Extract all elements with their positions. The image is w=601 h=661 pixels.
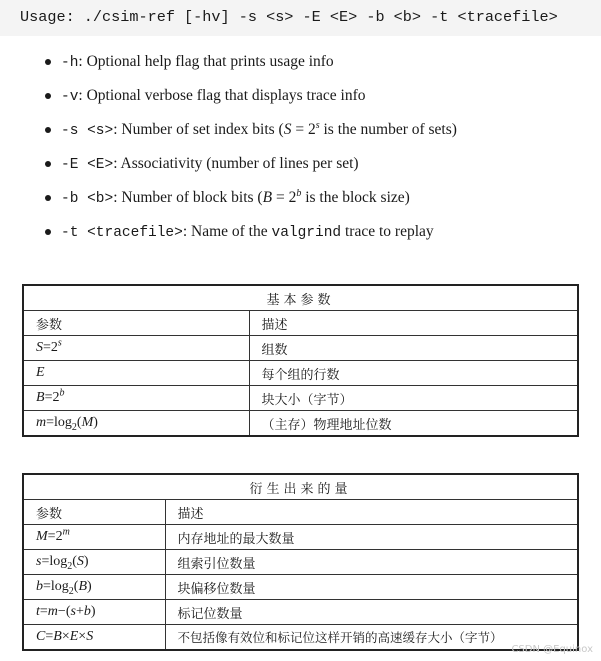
watermark: CSDN @Equinox	[511, 644, 593, 655]
table-row	[23, 550, 578, 575]
desc-cell: 内存地址的最大数量	[165, 525, 578, 550]
param-cell: C=B×E×S	[23, 625, 165, 651]
bullet-icon	[45, 229, 51, 235]
table-title: 基本参数	[23, 285, 578, 311]
option-desc-var: B	[262, 189, 273, 206]
param-cell: $b=\log_2(B)$	[23, 575, 165, 600]
param-cell: $M=2^m$	[23, 525, 165, 550]
desc-cell: （主存）物理地址位数	[249, 411, 578, 437]
option-flag: -E <E>	[61, 157, 114, 173]
option-desc: : Optional verbose flag that displays trace info	[78, 87, 366, 104]
option-desc: : Name of the	[182, 223, 272, 240]
option-item-b	[0, 184, 410, 212]
bullet-icon	[45, 195, 51, 201]
bullet-icon	[45, 59, 51, 65]
table-row	[23, 336, 578, 361]
column-header-desc: 描述	[249, 311, 578, 336]
desc-cell: 块偏移位数量	[165, 575, 578, 600]
derived-quantities-table	[22, 473, 579, 651]
option-item-t	[0, 218, 434, 246]
option-desc-var: S	[283, 121, 292, 138]
option-flag: -s <s>	[61, 123, 114, 139]
option-flag: -t <tracefile>	[61, 225, 183, 241]
option-desc: is the number of sets)	[319, 121, 457, 138]
option-desc: trace to replay	[341, 223, 434, 240]
option-item-E	[0, 150, 359, 178]
param-cell: $s=\log_2(S)$	[23, 550, 165, 575]
option-flag: -h	[61, 55, 79, 71]
option-desc: = 2	[272, 189, 297, 206]
column-header-param: 参数	[23, 500, 165, 525]
option-desc: : Number of set index bits (	[113, 121, 284, 138]
desc-cell: 块大小（字节）	[249, 386, 578, 411]
option-item-h	[0, 48, 334, 76]
param-cell: E	[23, 361, 249, 386]
usage-line: Usage: ./csim-ref [-hv] -s <s> -E <E> -b <b> -t <tracefile>	[20, 8, 558, 26]
option-desc-sup: s	[315, 119, 320, 131]
bullet-icon	[45, 161, 51, 167]
option-desc: : Optional help flag that prints usage info	[78, 53, 334, 70]
table-row	[23, 386, 578, 411]
param-cell: $B=2^b$	[23, 386, 249, 411]
option-desc-sup: b	[296, 187, 302, 199]
bullet-icon	[45, 93, 51, 99]
bullet-icon	[45, 127, 51, 133]
table-row	[23, 600, 578, 625]
option-desc: is the block size)	[301, 189, 410, 206]
option-item-s	[0, 116, 457, 144]
table-row	[23, 525, 578, 550]
usage-bar	[0, 0, 601, 36]
option-flag: -b <b>	[61, 191, 114, 207]
param-cell: $m=\log_2(M)$	[23, 411, 249, 437]
desc-cell: 组索引位数量	[165, 550, 578, 575]
desc-cell: 标记位数量	[165, 600, 578, 625]
param-cell: $S=2^s$	[23, 336, 249, 361]
table-row	[23, 361, 578, 386]
table-row	[23, 625, 578, 651]
option-desc-code: valgrind	[271, 225, 342, 241]
desc-cell: 不包括像有效位和标记位这样开销的高速缓存大小（字节）	[165, 625, 578, 651]
option-flag: -v	[61, 89, 79, 105]
table-row	[23, 575, 578, 600]
basic-parameters-table	[22, 284, 579, 437]
table-title: 衍生出来的量	[23, 474, 578, 500]
desc-cell: 每个组的行数	[249, 361, 578, 386]
column-header-param: 参数	[23, 311, 249, 336]
desc-cell: 组数	[249, 336, 578, 361]
column-header-desc: 描述	[165, 500, 578, 525]
option-desc: : Number of block bits (	[113, 189, 263, 206]
param-cell: t=m−(s+b)	[23, 600, 165, 625]
option-item-v	[0, 82, 366, 110]
table-row	[23, 411, 578, 437]
option-desc: = 2	[291, 121, 316, 138]
option-desc: : Associativity (number of lines per set)	[113, 155, 359, 172]
